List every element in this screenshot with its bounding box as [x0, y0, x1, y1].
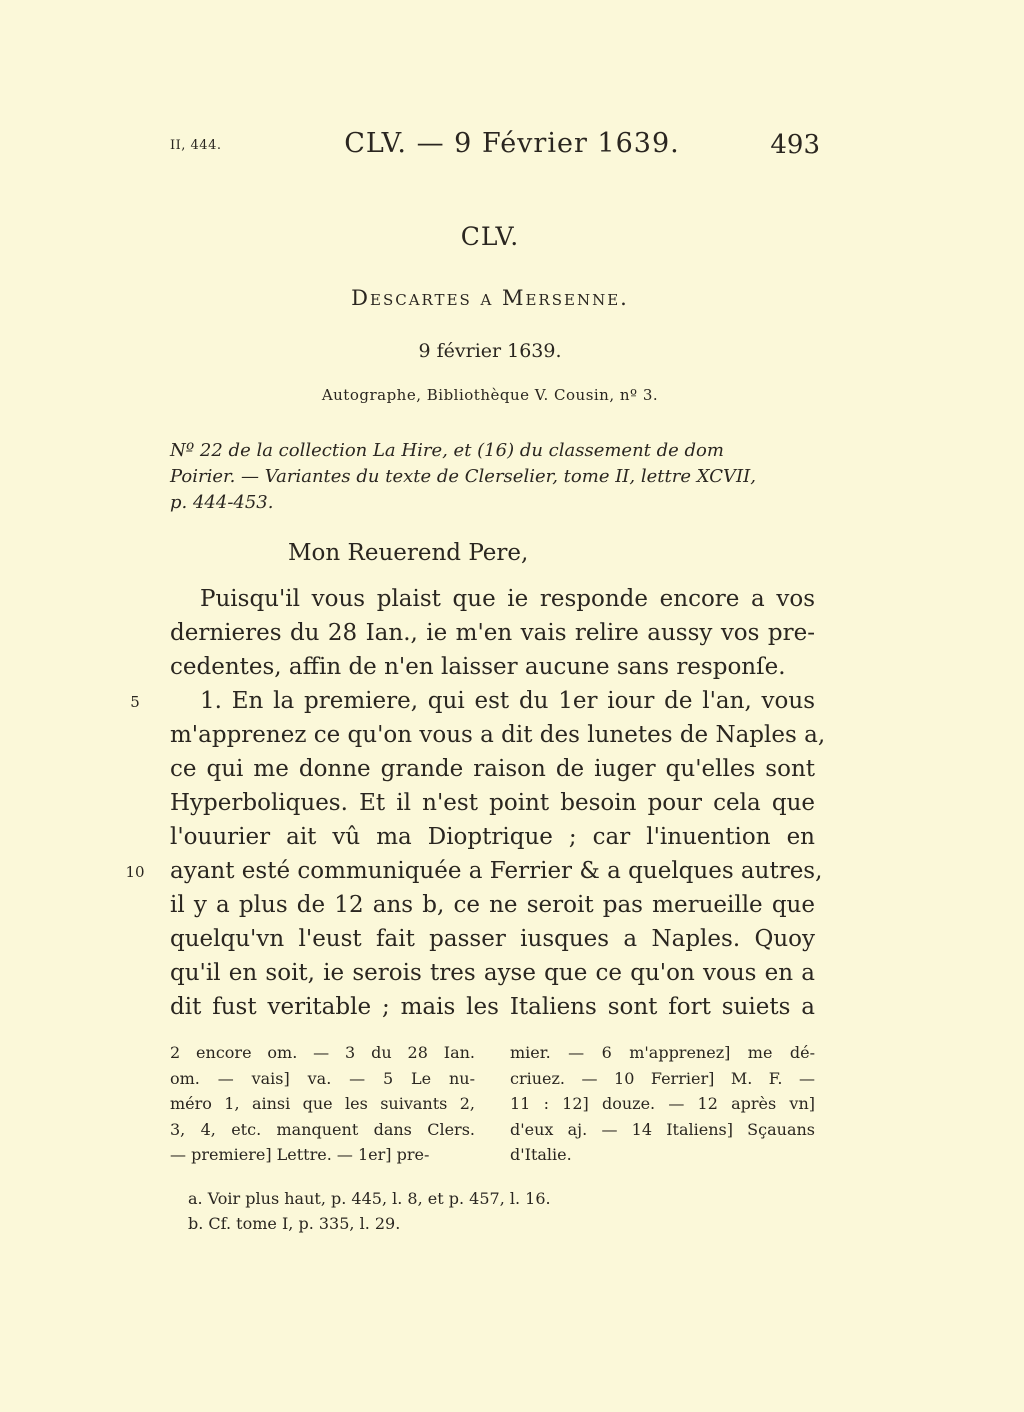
footnote-a: a. Voir plus haut, p. 445, l. 8, et p. 457, l. 16.	[188, 1189, 551, 1208]
body-line: ce qui me donne grande raison de iuger qu'elles sont	[170, 756, 815, 782]
body-line: ayant esté communiquée a Ferrier & a quelques autres,	[170, 858, 823, 884]
variant-line: 2 encore om. — 3 du 28 Ian.	[170, 1043, 475, 1062]
body-line: qu'il en soit, ie serois tres ayse que ce qu'on vous en a	[170, 960, 815, 986]
variant-line: mier. — 6 m'apprenez] me dé-	[510, 1043, 815, 1062]
source-note-line: p. 444-453.	[170, 492, 274, 513]
variant-line: criuez. — 10 Ferrier] M. F. —	[510, 1068, 815, 1088]
variants-left-column	[170, 1040, 475, 1168]
body-line: dernieres du 28 Ian., ie m'en vais relire aussy vos pre-	[170, 620, 815, 646]
header-left-reference: II, 444.	[170, 138, 222, 153]
body-line: il y a plus de 12 ans b, ce ne seroit pas merueille que	[170, 892, 815, 918]
variant-line: — premiere] Lettre. — 1er] pre-	[170, 1145, 430, 1164]
variant-line: 11 : 12] douze. — 12 après vn]	[510, 1094, 815, 1113]
body-line: dit fust veritable ; mais les Italiens sont fort suiets a	[170, 994, 815, 1020]
body-line: Puisqu'il vous plaist que ie responde encore a vos	[200, 586, 815, 612]
footnotes	[188, 1186, 551, 1236]
source-line: Autographe, Bibliothèque V. Cousin, nº 3.	[321, 386, 659, 404]
variant-line: méro 1, ainsi que les suivants 2,	[170, 1094, 475, 1113]
variant-line: om. — vais] va. — 5 Le nu-	[170, 1068, 475, 1088]
variant-line: d'Italie.	[510, 1145, 572, 1164]
letter-number: CLV.	[460, 222, 520, 251]
footnote-b: b. Cf. tome I, p. 335, l. 29.	[188, 1214, 401, 1233]
body-line: Hyperboliques. Et il n'est point besoin pour cela que	[170, 790, 815, 816]
variant-line: d'eux aj. — 14 Italiens] Sçauans	[510, 1119, 815, 1139]
body-line: m'apprenez ce qu'on vous a dit des lunetes de Naples a,	[170, 722, 826, 748]
salutation: Mon Reuerend Pere,	[288, 540, 529, 566]
variant-line: 3, 4, etc. manquent dans Clers.	[170, 1119, 475, 1139]
body-line: 1. En la premiere, qui est du 1er iour de l'an, vous	[200, 688, 815, 714]
source-note-line: Nº 22 de la collection La Hire, et (16) du classement de dom	[170, 440, 724, 461]
body-line: l'ouurier ait vû ma Dioptrique ; car l'inuention en	[170, 824, 815, 850]
body-line: cedentes, affin de n'en laisser aucune sans responſe.	[170, 654, 786, 680]
variants-right-column	[510, 1040, 815, 1168]
body-line: quelqu'vn l'eust fait passer iusques a Naples. Quoy	[170, 926, 815, 952]
line-number: 5	[130, 693, 140, 711]
letter-date: 9 février 1639.	[418, 340, 562, 362]
running-title: CLV. — 9 Février 1639.	[344, 128, 680, 159]
line-number: 10	[125, 863, 145, 881]
source-note	[170, 438, 814, 516]
letter-heading: Descartes a Mersenne.	[351, 286, 629, 310]
source-note-line: Poirier. — Variantes du texte de Clerselier, tome II, lettre XCVII,	[170, 466, 756, 487]
page-number: 493	[770, 130, 820, 160]
